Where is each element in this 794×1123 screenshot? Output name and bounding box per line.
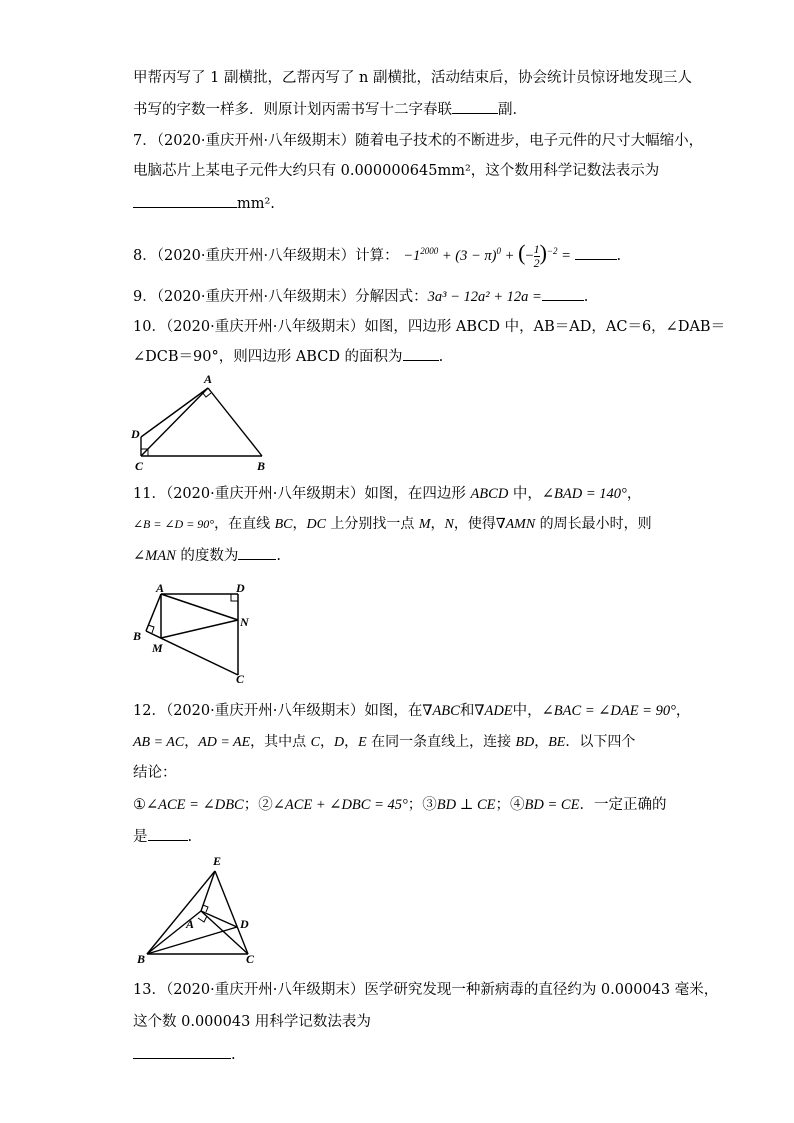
answer-blank[interactable]	[542, 286, 584, 301]
q9-line: 9．（2020·重庆开州·八年级期末）分解因式：3a³ − 12a² + 12a = .	[133, 286, 588, 307]
q13-line3: .	[133, 1044, 236, 1065]
segment-MN	[161, 620, 238, 638]
segment-DA	[141, 388, 208, 437]
label-B: B	[257, 459, 266, 473]
q7-line2: 电脑芯片上某电子元件大约只有 0.000000645mm²，这个数用科学记数法表示为	[133, 163, 660, 179]
label-D: D	[240, 917, 249, 931]
q11-figure	[130, 580, 255, 686]
label-D: D	[131, 427, 140, 441]
right-angle-A-DAE	[203, 905, 208, 912]
q13-line1: 13．（2020·重庆开州·八年级期末）医学研究发现一种新病毒的直径约为 0.000043 毫米，	[133, 982, 719, 998]
label-N: N	[240, 615, 249, 629]
q8-expression: $-1^{2000} + (3 - \pi)^0$ + (− $\frac{1}{2}$ )$^{-2}$ =	[403, 239, 571, 270]
q12-line5: 是 .	[133, 826, 192, 847]
q11-line1: 11．（2020·重庆开州·八年级期末）如图，在四边形 ABCD 中，∠BAD = 140°，	[133, 486, 642, 502]
q12-line1: 12．（2020·重庆开州·八年级期末）如图，在∇ABC和∇ADE中，∠BAC = ∠DAE = 90°，	[133, 703, 691, 719]
q12-line2: AB = AC，AD = AE，其中点 C，D，E 在同一条直线上，连接 BD，BE．以下四个	[133, 734, 636, 750]
label-B: B	[133, 629, 142, 643]
segment-AN	[161, 594, 238, 620]
q13-line2: 这个数 0.000043 用科学记数法表为	[133, 1014, 371, 1030]
label-A: A	[156, 581, 165, 595]
q12-line4: ①∠ACE = ∠DBC；②∠ACE + ∠DBC = 45°；③BD ⊥ CE；④BD = CE．一定正确的	[133, 797, 667, 813]
label-C: C	[236, 672, 245, 686]
right-angle-A-BAC	[198, 916, 207, 922]
q7-line3: mm².	[133, 193, 275, 214]
answer-blank[interactable]	[133, 193, 237, 208]
q10-line1: 10．（2020·重庆开州·八年级期末）如图，四边形 ABCD 中，AB＝AD，AC＝6，∠DAB＝	[133, 319, 726, 335]
answer-blank[interactable]	[133, 1044, 231, 1059]
q8-line: 8．（2020·重庆开州·八年级期末）计算： $-1^{2000} + (3 - \pi)^0$ + (− $\frac{1}{2}$ )$^{-2}$ = .	[133, 239, 622, 270]
segment-AC	[141, 388, 208, 456]
q11-line3: ∠MAN 的度数为 .	[133, 545, 281, 566]
label-C: C	[135, 459, 144, 473]
label-C: C	[246, 952, 255, 966]
q10-line2: ∠DCB＝90°，则四边形 ABCD 的面积为 .	[133, 346, 443, 367]
label-A: A	[186, 917, 195, 931]
answer-blank[interactable]	[452, 99, 498, 114]
answer-blank[interactable]	[148, 826, 188, 841]
label-B: B	[137, 952, 146, 966]
label-A: A	[204, 372, 213, 386]
label-E: E	[213, 854, 222, 868]
answer-blank[interactable]	[403, 346, 439, 361]
segment-AB	[208, 388, 262, 456]
q6-line1: 甲帮丙写了 1 副横批，乙帮丙写了 n 副横批，活动结束后，协会统计员惊讶地发现三人	[133, 70, 692, 86]
answer-blank[interactable]	[575, 245, 617, 260]
segment-BD	[147, 927, 237, 954]
q11-line2: ∠B = ∠D = 90°，在直线 BC，DC 上分别找一点 M，N，使得∇AMN 的周长最小时，则	[133, 516, 652, 532]
label-D: D	[236, 581, 245, 595]
q6-line2: 书写的字数一样多．则原计划丙需书写十二字春联 副．	[133, 99, 527, 120]
q12-line3: 结论：	[133, 765, 177, 781]
q10-figure	[128, 370, 268, 474]
label-M: M	[152, 641, 163, 655]
segment-EC	[215, 871, 248, 954]
right-angle-D	[231, 594, 238, 601]
q12-figure	[130, 850, 260, 968]
q7-line1: 7．（2020·重庆开州·八年级期末）随着电子技术的不断进步，电子元件的尺寸大幅缩小，	[133, 133, 704, 149]
answer-blank[interactable]	[238, 545, 276, 560]
